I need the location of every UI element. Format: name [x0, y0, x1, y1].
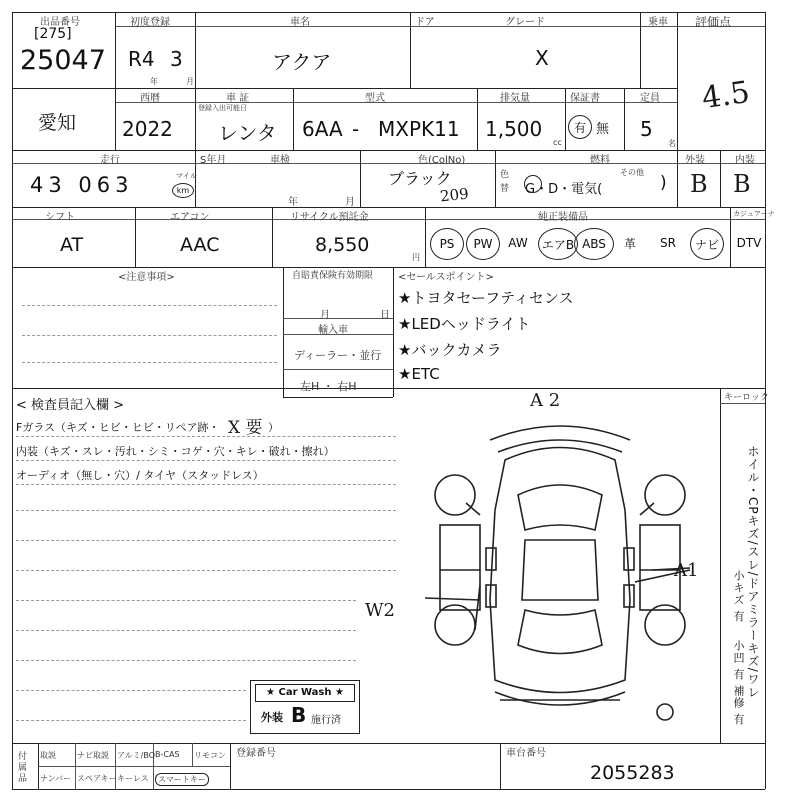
inspector-line1: Fガラス（キズ・ヒビ・ヒビ・リペア跡・ — [16, 421, 220, 434]
reg-label: 車 証 — [226, 93, 250, 104]
car-wash-title: ★ Car Wash ★ — [255, 684, 355, 702]
side-small-3: 補修 有 — [732, 685, 745, 726]
mileage-value: 43 063 — [30, 173, 134, 197]
inspection-month-unit: 月 — [345, 197, 355, 208]
color-change-label: 色替 — [500, 170, 510, 194]
km-unit: km — [172, 183, 194, 198]
mileage-label: 走行 — [100, 155, 120, 166]
recycle-value: 8,550 — [315, 234, 370, 256]
equipment-option: AW — [508, 236, 528, 250]
reg-value: レンタ — [218, 121, 277, 145]
region: 愛知 — [38, 112, 77, 134]
rating-label: 評価点 — [695, 15, 732, 29]
doors-label: ドア — [415, 17, 435, 28]
sales-point-4: ★ETC — [398, 365, 440, 383]
sales-label: <セールスポイント> — [398, 272, 494, 283]
equipment-option: SR — [660, 236, 676, 250]
car-wash-stamp — [250, 680, 360, 734]
interior-label: 内装 — [735, 155, 755, 166]
fuel-text: G・D・電気( — [525, 182, 603, 197]
chassis-label: 車台番号 — [506, 748, 546, 759]
accessory-item: ナンバー — [40, 774, 72, 783]
inspector-line3: オーディオ（無し・穴）/ タイヤ（スタッドレス） — [16, 469, 264, 482]
accessory-item: リモコン — [194, 751, 226, 760]
chassis-number: 2055283 — [590, 762, 675, 784]
keylock-label: キーロック — [724, 393, 769, 403]
capacity-label: 乗車 — [648, 17, 668, 28]
accessories-label: 付属品 — [18, 752, 28, 784]
car-wash-done: 施行済 — [311, 715, 341, 726]
renewal-day: 日 — [380, 310, 390, 321]
accessory-item: B-CAS — [155, 750, 180, 759]
inspection-label: 車検 — [270, 155, 290, 166]
model-prefix: 6AA — [302, 117, 343, 141]
equipment-option: DTV — [736, 236, 762, 250]
s-label: S年月 — [200, 155, 227, 166]
exterior-grade: B — [690, 170, 708, 198]
model-code: MXPK11 — [378, 117, 460, 141]
reg-number-label: 登録番号 — [236, 748, 276, 759]
equipment-option: ABS — [574, 228, 614, 260]
lot-label: 出品番号 — [40, 17, 80, 28]
seats-label: 定員 — [640, 93, 660, 104]
inspector-line2: 内装（キズ・スレ・汚れ・シミ・コゲ・穴・キレ・破れ・擦れ） — [16, 445, 335, 458]
ac-label: エアコン — [170, 212, 210, 223]
sales-point-1: ★トヨタセーフティセンス — [398, 289, 574, 307]
reg-sub-label: 登録入出可能日 — [198, 104, 247, 112]
equipment-option: PS — [430, 228, 464, 260]
accessory-item: アルミ/BO — [117, 751, 156, 760]
renewal-label: 自賠責保険有効期限 — [292, 271, 374, 281]
displacement-label: 排気量 — [500, 93, 530, 104]
fuel-g-circle — [524, 175, 542, 193]
warranty-no: 無 — [596, 122, 610, 137]
first-reg-month: 3 — [170, 47, 183, 71]
model-dash: - — [352, 117, 360, 141]
inspector-title: < 検査員記入欄 > — [16, 398, 125, 413]
fuel-close: ) — [660, 173, 667, 193]
sales-point-2: ★LEDヘッドライト — [398, 315, 531, 333]
recycle-label: リサイクル預託金 — [290, 212, 369, 223]
car-name-label: 車名 — [290, 17, 310, 28]
model-label: 型式 — [365, 93, 385, 104]
accessory-item: 取説 — [40, 751, 56, 760]
lhd-label: 左H ・ 右H — [300, 380, 357, 393]
mile-unit: マイル — [176, 172, 197, 180]
equipment-option: ナビ — [690, 228, 724, 260]
accessory-item: スマートキー — [155, 773, 209, 786]
side-small-1: 小キズ 有 — [732, 570, 745, 623]
inspector-line1-close: ） — [268, 421, 279, 434]
year-unit: 年 — [150, 77, 158, 86]
warranty-label: 保証書 — [570, 93, 600, 104]
first-reg-era: R4 — [128, 47, 155, 71]
ac-value: AAC — [180, 234, 220, 256]
equipment-option: 革 — [623, 236, 636, 251]
mark-a1: A1 — [674, 560, 699, 581]
car-name: アクア — [272, 50, 332, 74]
rating-value: 4.5 — [699, 74, 752, 117]
color-label: 色(ColNo) — [418, 155, 466, 166]
yen-unit: 円 — [412, 253, 420, 262]
lot-bracket: [275] — [34, 26, 72, 42]
fuel-label: 燃料 — [590, 155, 610, 166]
mark-a2: A 2 — [530, 390, 561, 411]
side-damage-text: ホイル・CPキズ/スレ/ドアミラーキズ/ワレ — [746, 445, 760, 699]
fuel-other: その他 — [620, 168, 644, 177]
seats-unit: 名 — [668, 139, 676, 148]
seats-value: 5 — [640, 117, 653, 141]
accessory-item: ナビ取説 — [77, 751, 109, 760]
dealer-label: ディーラー・並行 — [294, 349, 382, 362]
car-wash-exterior-label: 外装 — [261, 711, 283, 724]
shift-value: AT — [60, 234, 84, 256]
accessory-item: キーレス — [117, 774, 149, 783]
caution-label: <注意事項> — [118, 272, 175, 283]
month-unit: 月 — [186, 77, 194, 86]
mark-w2: W2 — [365, 600, 395, 621]
inspector-line1-mark: X 要 — [228, 418, 263, 438]
inspection-year-unit: 年 — [288, 197, 298, 208]
exterior-label: 外装 — [685, 155, 705, 166]
grade-value: X — [535, 46, 549, 70]
grade-label: グレード — [505, 17, 545, 28]
car-wash-grade: B — [291, 703, 307, 727]
warranty-yes: 有 — [568, 115, 592, 139]
renewal-month: 月 — [320, 310, 330, 321]
cc-unit: cc — [553, 138, 562, 147]
shift-label: シフト — [45, 212, 75, 223]
lot-number: 25047 — [20, 45, 106, 76]
model-year: 2022 — [122, 117, 173, 141]
sales-point-3: ★バックカメラ — [398, 341, 502, 359]
model-year-label: 西暦 — [140, 93, 160, 104]
accessory-item: スペアキー — [77, 774, 117, 783]
color-value: ブラック — [388, 169, 452, 188]
displacement: 1,500 — [485, 117, 543, 141]
color-code: 209 — [439, 184, 470, 206]
side-small-2: 小凹 有 — [732, 640, 745, 681]
interior-grade: B — [733, 170, 751, 198]
equipment-label: 純正装備品 — [538, 212, 588, 223]
first-reg-label: 初度登録 — [130, 17, 170, 28]
equipment-option: エアB — [538, 228, 578, 260]
jewelry-label: カジュアーナ — [733, 210, 775, 218]
import-label: 輸入車 — [318, 325, 348, 336]
equipment-option: PW — [466, 228, 500, 260]
